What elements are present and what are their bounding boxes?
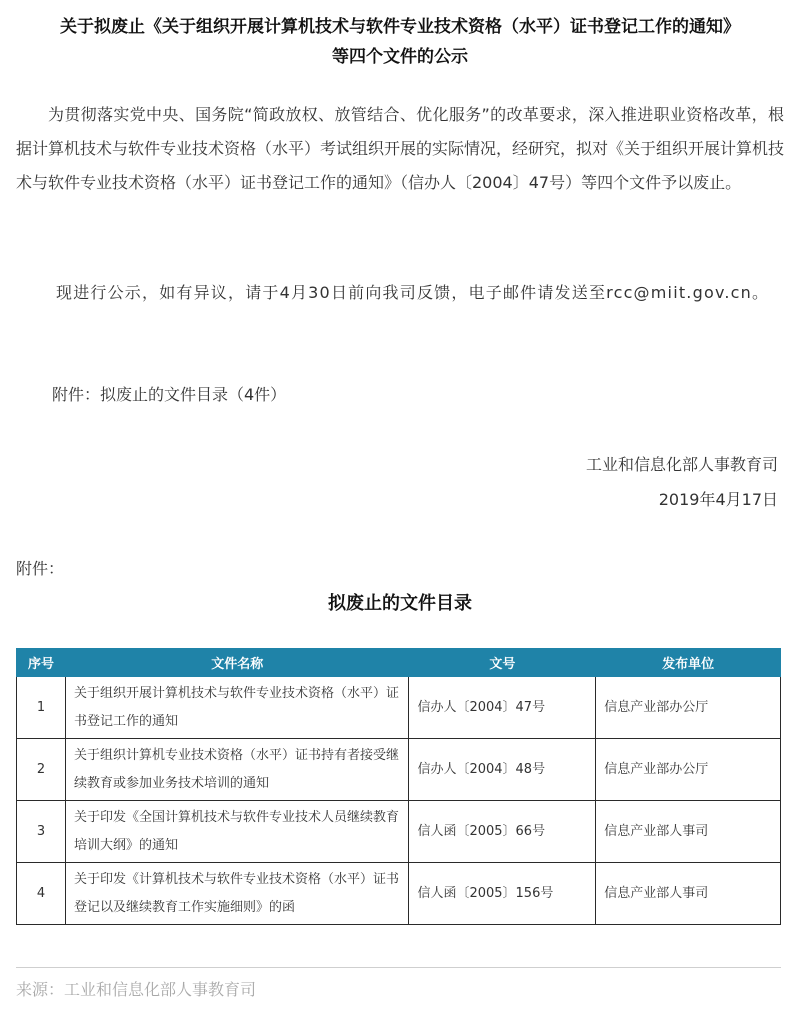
row-document-number: 信人函〔2005〕66号: [409, 801, 596, 863]
row-document-number: 信办人〔2004〕47号: [409, 677, 596, 739]
header-name: 文件名称: [65, 649, 408, 677]
row-issuer: 信息产业部人事司: [596, 801, 781, 863]
footer-divider: [16, 967, 781, 968]
row-issuer: 信息产业部办公厅: [596, 677, 781, 739]
row-issuer: 信息产业部办公厅: [596, 739, 781, 801]
row-document-name: 关于组织开展计算机技术与软件专业技术资格（水平）证书登记工作的通知: [65, 677, 408, 739]
row-index: 3: [17, 801, 66, 863]
table-header-row: [17, 649, 781, 677]
row-document-name: 关于印发《全国计算机技术与软件专业技术人员继续教育培训大纲》的通知: [65, 801, 408, 863]
intro-paragraph: 为贯彻落实党中央、国务院“简政放权、放管结合、优化服务”的改革要求，深入推进职业资格改革，根据计算机技术与软件专业技术资格（水平）考试组织开展的实际情况，经研究，拟对《关于组织开展计算机技术与软件专业技术资格（水平）证书登记工作的通知》（信办人〔2004〕47号）等四个文件予以废止。: [16, 105, 785, 192]
row-index: 1: [17, 677, 66, 739]
attachment-label: 附件：: [16, 559, 65, 578]
table-row: [17, 863, 781, 925]
source-credit: 来源：工业和信息化部人事教育司: [16, 980, 257, 999]
document-list-table: [16, 648, 781, 925]
attachment-title: 拟废止的文件目录: [328, 593, 472, 614]
attachment-note: 附件：拟废止的文件目录（4件）: [52, 385, 287, 404]
header-number: 文号: [409, 649, 596, 677]
row-index: 4: [17, 863, 66, 925]
table-row: [17, 739, 781, 801]
table-row: [17, 801, 781, 863]
signature-date: 2019年4月17日: [658, 490, 778, 509]
table-row: [17, 677, 781, 739]
row-index: 2: [17, 739, 66, 801]
row-document-name: 关于组织计算机专业技术资格（水平）证书持有者接受继续教育或参加业务技术培训的通知: [65, 739, 408, 801]
header-index: 序号: [17, 649, 66, 677]
signature-organization: 工业和信息化部人事教育司: [585, 455, 778, 474]
row-document-number: 信人函〔2005〕156号: [409, 863, 596, 925]
notice-title: [0, 12, 800, 72]
row-document-number: 信办人〔2004〕48号: [409, 739, 596, 801]
notice-title-line-2: 等四个文件的公示: [332, 47, 468, 67]
header-issuer: 发布单位: [596, 649, 781, 677]
row-issuer: 信息产业部人事司: [596, 863, 781, 925]
row-document-name: 关于印发《计算机技术与软件专业技术资格（水平）证书登记以及继续教育工作实施细则》的函: [65, 863, 408, 925]
feedback-paragraph: 现进行公示，如有异议，请于4月30日前向我司反馈，电子邮件请发送至rcc@miit.gov.cn。: [56, 283, 770, 302]
notice-title-line-1: 关于拟废止《关于组织开展计算机技术与软件专业技术资格（水平）证书登记工作的通知》: [60, 17, 740, 37]
